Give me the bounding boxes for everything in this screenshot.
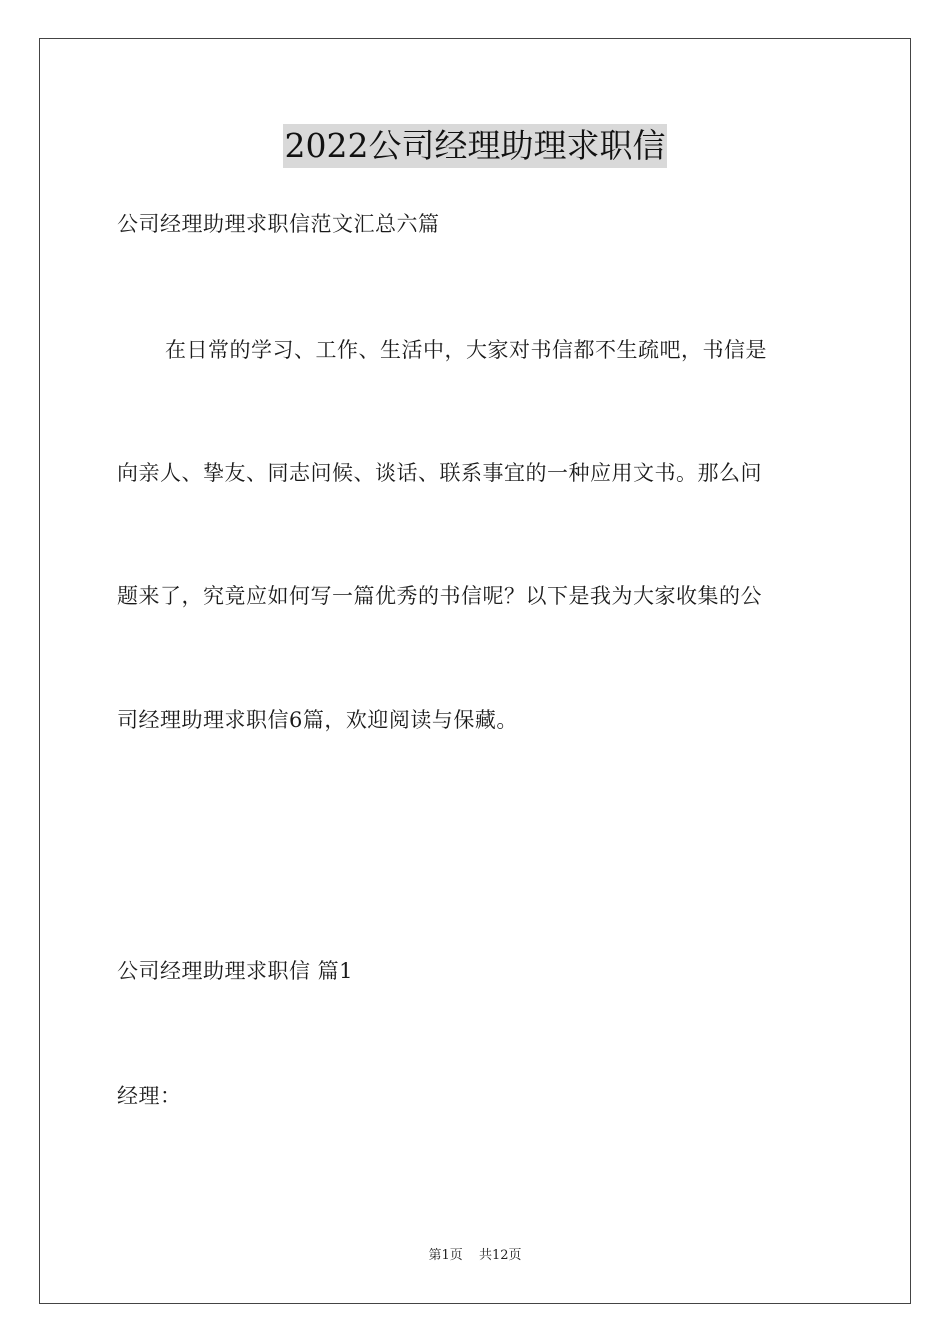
document-title: 2022公司经理助理求职信 bbox=[283, 124, 668, 168]
page-number-current: 第1页 bbox=[428, 1248, 463, 1263]
title-wrap bbox=[0, 124, 950, 168]
intro-line-3: 题来了，究竟应如何写一篇优秀的书信呢？以下是我为大家收集的公 bbox=[117, 584, 762, 608]
intro-line-1: 在日常的学习、工作、生活中，大家对书信都不生疏吧，书信是 bbox=[165, 338, 767, 362]
section-heading: 公司经理助理求职信 篇1 bbox=[117, 959, 354, 983]
salutation: 经理： bbox=[117, 1084, 182, 1108]
intro-line-4: 司经理助理求职信6篇，欢迎阅读与保藏。 bbox=[117, 708, 518, 732]
page-number-total: 共12页 bbox=[478, 1248, 522, 1263]
document-subtitle: 公司经理助理求职信范文汇总六篇 bbox=[117, 212, 440, 236]
intro-line-2: 向亲人、挚友、同志问候、谈话、联系事宜的一种应用文书。那么问 bbox=[117, 461, 762, 485]
page-footer bbox=[0, 1247, 950, 1265]
